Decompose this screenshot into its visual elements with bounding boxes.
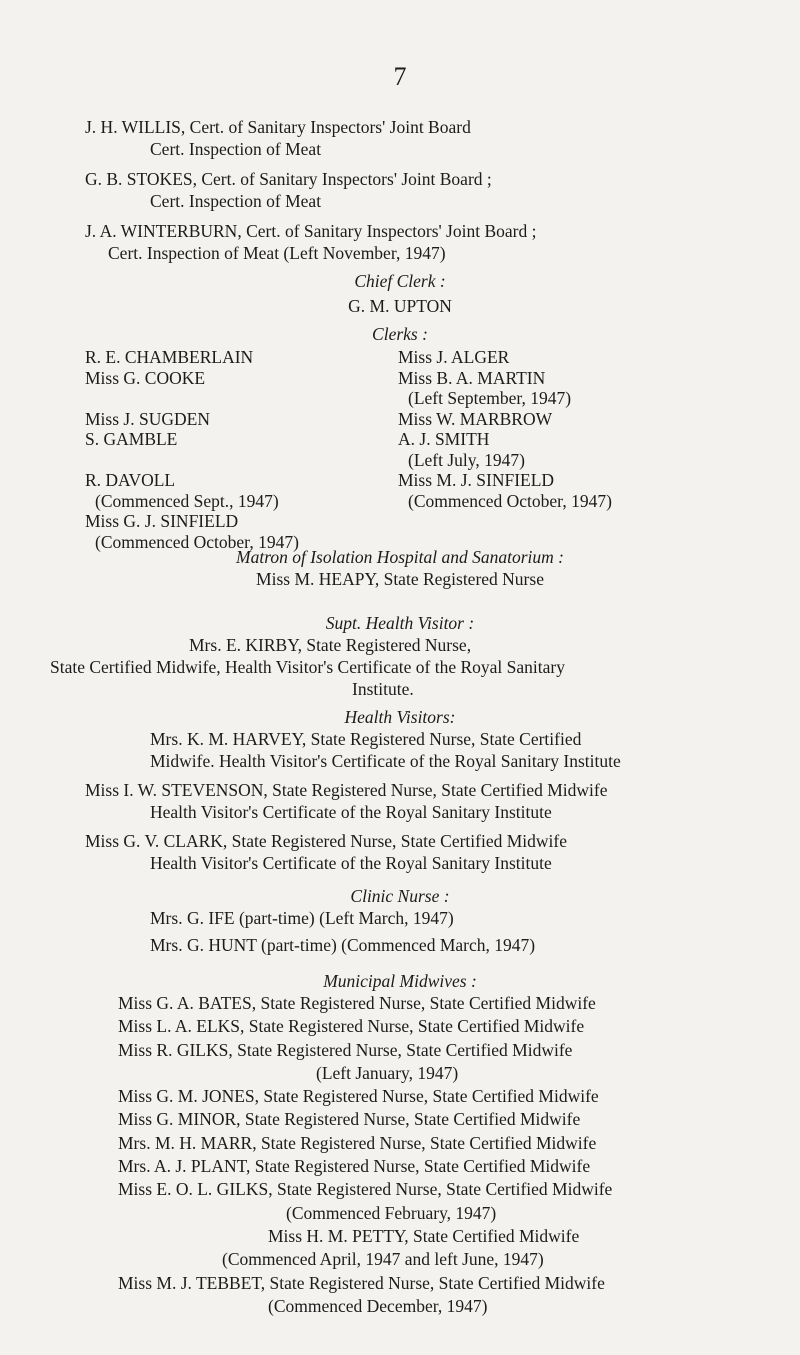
clinic-nurse-section: [0, 885, 800, 956]
health-visitor-line: Midwife. Health Visitor's Certificate of the Royal Sanitary Institute: [150, 751, 621, 771]
health-visitor-line: Miss G. V. CLARK, State Registered Nurse, State Certified Midwife: [85, 831, 568, 851]
clerk-entry: Miss M. J. SINFIELD: [398, 470, 555, 490]
supt-section: [0, 612, 800, 700]
chief-clerk-name: G. M. UPTON: [348, 296, 452, 316]
health-visitors-heading: Health Visitors:: [344, 707, 456, 727]
clinic-nurse-line: Mrs. G. HUNT (part-time) (Commenced March, 1947): [150, 935, 536, 955]
clerks-heading: Clerks :: [372, 324, 428, 344]
clerk-note: (Commenced Sept., 1947): [95, 490, 279, 511]
clerk-entry: Miss B. A. MARTIN: [398, 367, 546, 388]
clerk-entry: Miss G. COOKE: [85, 367, 206, 388]
inspector-line: J. A. WINTERBURN, Cert. of Sanitary Inspectors' Joint Board ;: [85, 221, 537, 241]
inspector-line: Cert. Inspection of Meat (Left November, 1947): [108, 243, 446, 263]
inspector-line: Cert. Inspection of Meat: [150, 139, 322, 159]
midwife-line: Miss M. J. TEBBET, State Registered Nurse, State Certified Midwife: [118, 1272, 605, 1293]
clerk-note: (Left September, 1947): [408, 388, 572, 408]
clinic-nurse-heading: Clinic Nurse :: [350, 886, 450, 906]
midwives-section: [0, 970, 800, 1318]
inspector-line: Cert. Inspection of Meat: [150, 191, 322, 211]
column-spacer: [85, 388, 299, 409]
clerks-left-column: [85, 347, 299, 552]
midwife-line: Miss G. MINOR, State Registered Nurse, State Certified Midwife: [118, 1109, 581, 1130]
chief-clerk-section: [0, 270, 800, 317]
clerk-entry: Miss J. ALGER: [398, 347, 510, 367]
clerk-entry: R. E. CHAMBERLAIN: [85, 347, 254, 367]
midwife-line: Miss G. A. BATES, State Registered Nurse, State Certified Midwife: [118, 993, 596, 1013]
midwife-note: (Commenced April, 1947 and left June, 1947): [222, 1249, 544, 1270]
midwife-line: Mrs. A. J. PLANT, State Registered Nurse, State Certified Midwife: [118, 1156, 591, 1177]
supt-line: State Certified Midwife, Health Visitor's Certificate of the Royal Sanitary: [50, 657, 565, 677]
health-visitor-line: Mrs. K. M. HARVEY, State Registered Nurse, State Certified: [150, 729, 582, 749]
clerk-entry: Miss G. J. SINFIELD: [85, 511, 239, 531]
health-visitor-line: Miss I. W. STEVENSON, State Registered Nurse, State Certified Midwife: [85, 780, 608, 800]
midwife-line: Miss G. M. JONES, State Registered Nurse, State Certified Midwife: [118, 1086, 599, 1107]
midwife-line: Miss L. A. ELKS, State Registered Nurse, State Certified Midwife: [118, 1016, 585, 1037]
clerk-entry: S. GAMBLE: [85, 429, 178, 449]
clerk-entry: Miss J. SUGDEN: [85, 408, 210, 429]
midwife-note: (Commenced February, 1947): [286, 1202, 497, 1223]
clerk-entry: R. DAVOLL: [85, 470, 176, 490]
health-visitor-line: Health Visitor's Certificate of the Royal Sanitary Institute: [150, 802, 552, 822]
clerks-right-column: [398, 347, 612, 511]
health-visitor-line: Health Visitor's Certificate of the Royal Sanitary Institute: [150, 853, 552, 873]
inspector-line: J. H. WILLIS, Cert. of Sanitary Inspectors' Joint Board: [85, 117, 471, 137]
midwife-note: (Commenced December, 1947): [268, 1295, 488, 1316]
midwife-line: Miss E. O. L. GILKS, State Registered Nurse, State Certified Midwife: [118, 1179, 613, 1200]
midwife-line: Mrs. M. H. MARR, State Registered Nurse, State Certified Midwife: [118, 1132, 597, 1153]
matron-section: [0, 546, 800, 590]
clerk-note: (Commenced October, 1947): [95, 531, 299, 552]
clerks-heading-block: [0, 323, 800, 345]
midwife-line: Miss H. M. PETTY, State Certified Midwife: [268, 1225, 580, 1246]
supt-heading: Supt. Health Visitor :: [325, 613, 475, 633]
matron-heading: Matron of Isolation Hospital and Sanatorium :: [236, 547, 564, 567]
clerk-note: (Left July, 1947): [408, 449, 525, 470]
chief-clerk-heading: Chief Clerk :: [354, 271, 446, 291]
midwives-heading: Municipal Midwives :: [323, 971, 477, 991]
inspector-line: G. B. STOKES, Cert. of Sanitary Inspectors' Joint Board ;: [85, 169, 492, 189]
supt-line: Institute.: [352, 679, 414, 699]
column-spacer: [85, 450, 299, 471]
page-number: 7: [393, 62, 407, 91]
health-visitors-section: [0, 706, 800, 874]
clerk-note: (Commenced October, 1947): [408, 490, 612, 511]
supt-line: Mrs. E. KIRBY, State Registered Nurse,: [189, 635, 472, 655]
midwife-line: Miss R. GILKS, State Registered Nurse, State Certified Midwife: [118, 1039, 573, 1060]
midwife-note: (Left January, 1947): [316, 1062, 459, 1083]
matron-text: Miss M. HEAPY, State Registered Nurse: [256, 569, 544, 589]
clinic-nurse-line: Mrs. G. IFE (part-time) (Left March, 1947): [150, 908, 454, 928]
clerk-entry: A. J. SMITH: [398, 429, 490, 449]
clerk-entry: Miss W. MARBROW: [398, 408, 553, 429]
